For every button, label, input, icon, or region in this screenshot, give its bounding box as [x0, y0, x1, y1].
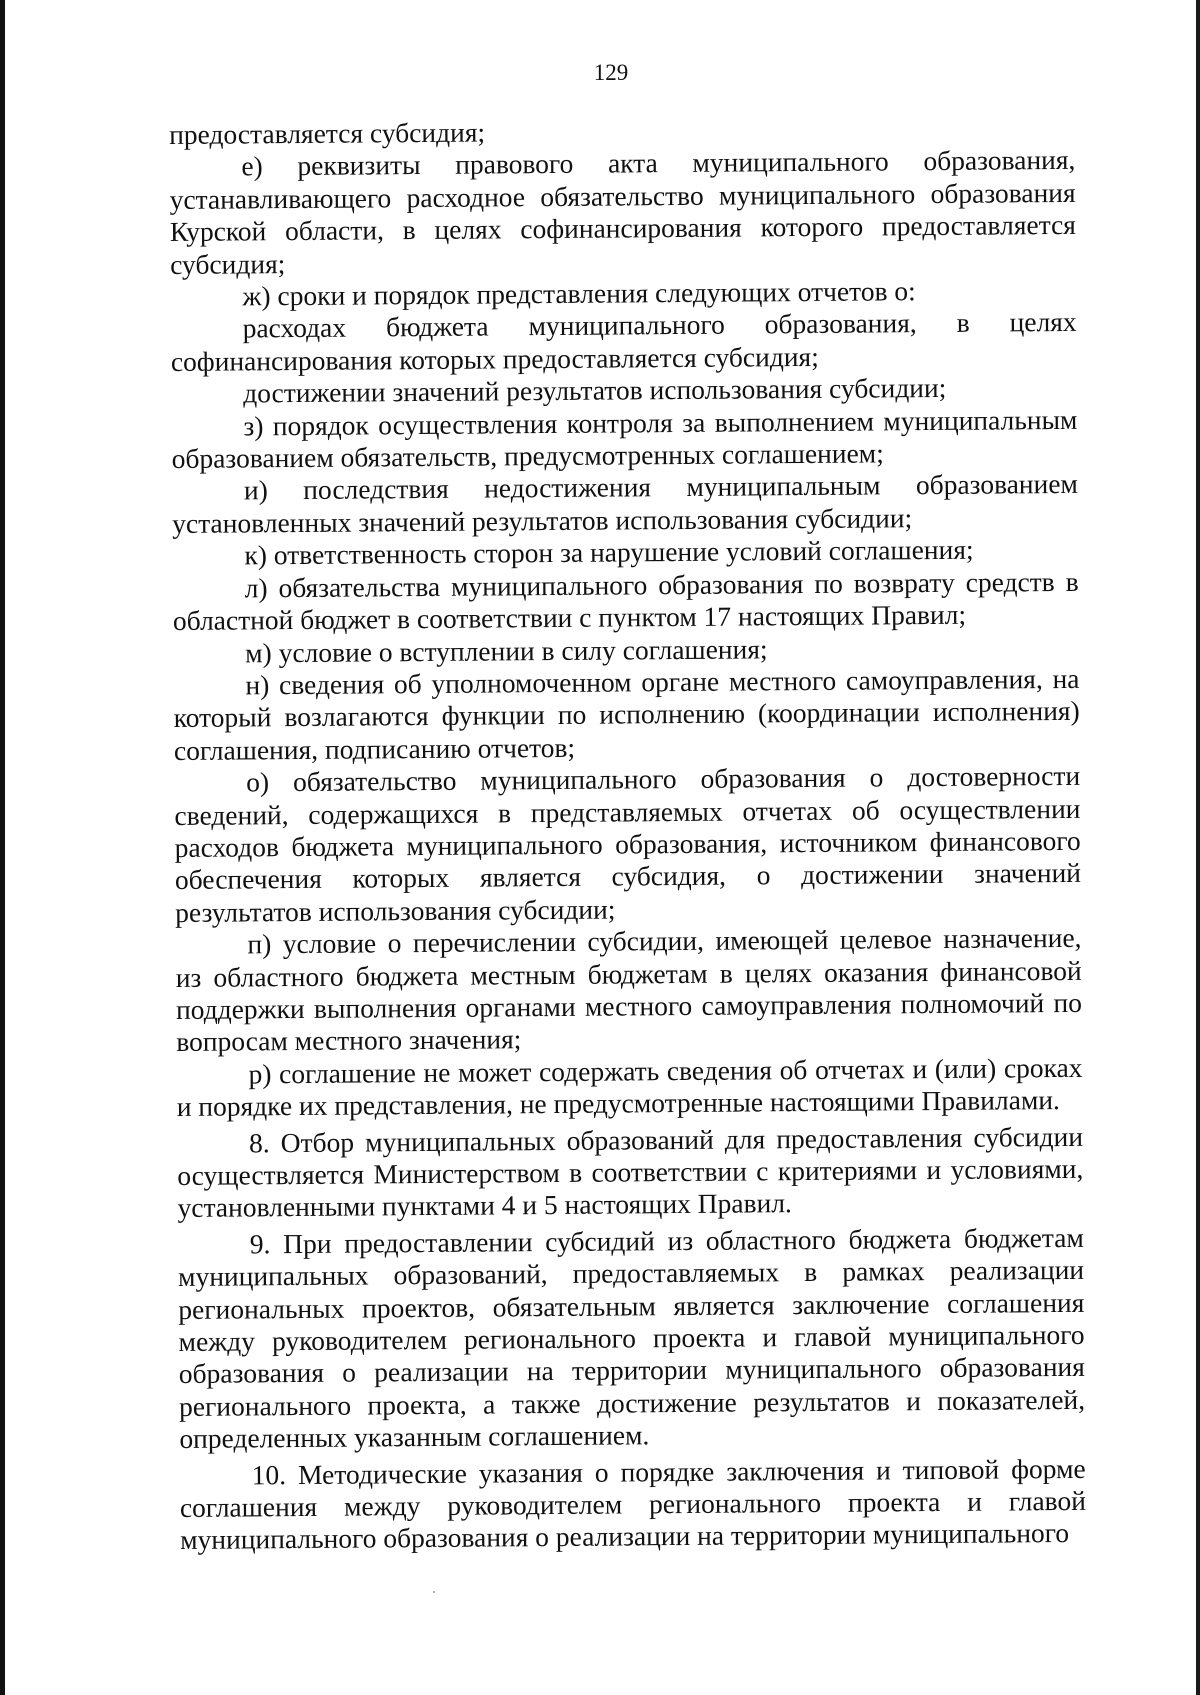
paragraph-section-9: 9. При предоставлении субсидий из областного бюджета бюджетам муниципальных образований, предоставляемых в рамках реализации региональных проектов, обязательным является заключение соглашения между руководителем регионального проекта и главой муниципального образования о реализации на территории муниципального образования регионального проекта, а также достижение результатов и показателей, определенных указанным соглашением.	[177, 1221, 1086, 1455]
paragraph-item-r: р) соглашение не может содержать сведения об отчетах и (или) сроках и порядке их представления, не предусмотренные настоящими Правилами.	[176, 1051, 1083, 1123]
scan-edge-right	[1196, 0, 1200, 1695]
paragraph-item-k: к) ответственность сторон за нарушение условий соглашения;	[244, 533, 974, 571]
paragraph-item-zh: ж) сроки и порядок представления следующих отчетов о:	[242, 275, 916, 312]
paragraph-continuation: предоставляется субсидия;	[169, 116, 486, 150]
paragraph-report-expenses: расходах бюджета муниципального образования, в целях софинансирования которых предоставляется субсидия;	[170, 306, 1077, 377]
paragraph-item-m: м) условие о вступлении в силу соглашения;	[245, 632, 768, 668]
paragraph-item-z: з) порядок осуществления контроля за выполнением муниципальным образованием обязательств, предусмотренных соглашением;	[171, 403, 1078, 475]
paragraph-item-o: о) обязательство муниципального образования о достоверности сведений, содержащихся в представляемых отчетах об осуществлении расходов бюджета муниципального образования, источником финансового обеспечения которых является субсидия, о достижении значений результатов использования субсидии;	[174, 759, 1082, 928]
paragraph-item-l: л) обязательства муниципального образования по возврату средств в областной бюджет в соответствии с пунктом 17 настоящих Правил;	[172, 565, 1079, 637]
document-body	[169, 112, 1086, 1557]
paragraph-item-p: п) условие о перечислении субсидии, имеющей целевое назначение, из областного бюджета местным бюджетам в целях оказания финансовой поддержки выполнения органами местного самоуправления полномочий по вопросам местного значения;	[175, 922, 1083, 1058]
scan-speck	[433, 1591, 435, 1593]
paragraph-report-results: достижении значений результатов использования субсидии;	[243, 372, 947, 409]
scan-edge-left	[0, 0, 5, 1695]
paragraph-item-e: е) реквизиты правового акта муниципального образования, устанавливающего расходное обязательство муниципального образования Курской области, в целях софинансирования которого предоставляется субсидия;	[169, 144, 1076, 280]
paragraph-item-i: и) последствия недостижения муниципальным образованием установленных значений результатов использования субсидии;	[172, 468, 1079, 539]
paragraph-section-8: 8. Отбор муниципальных образований для предоставления субсидии осуществляется Министерством в соответствии с критериями и условиями, установленными пунктами 4 и 5 настоящих Правил.	[177, 1120, 1084, 1224]
paragraph-section-10: 10. Методические указания о порядке заключения и типовой форме соглашения между руководителем регионального проекта и главой муниципального образования о реализации на территории муниципального	[179, 1452, 1086, 1556]
page-number: 129	[593, 60, 629, 85]
paragraph-item-n: н) сведения об уполномоченном органе местного самоуправления, на который возлагаются функции по исполнению (координации исполнения) соглашения, подписанию отчетов;	[173, 662, 1080, 766]
